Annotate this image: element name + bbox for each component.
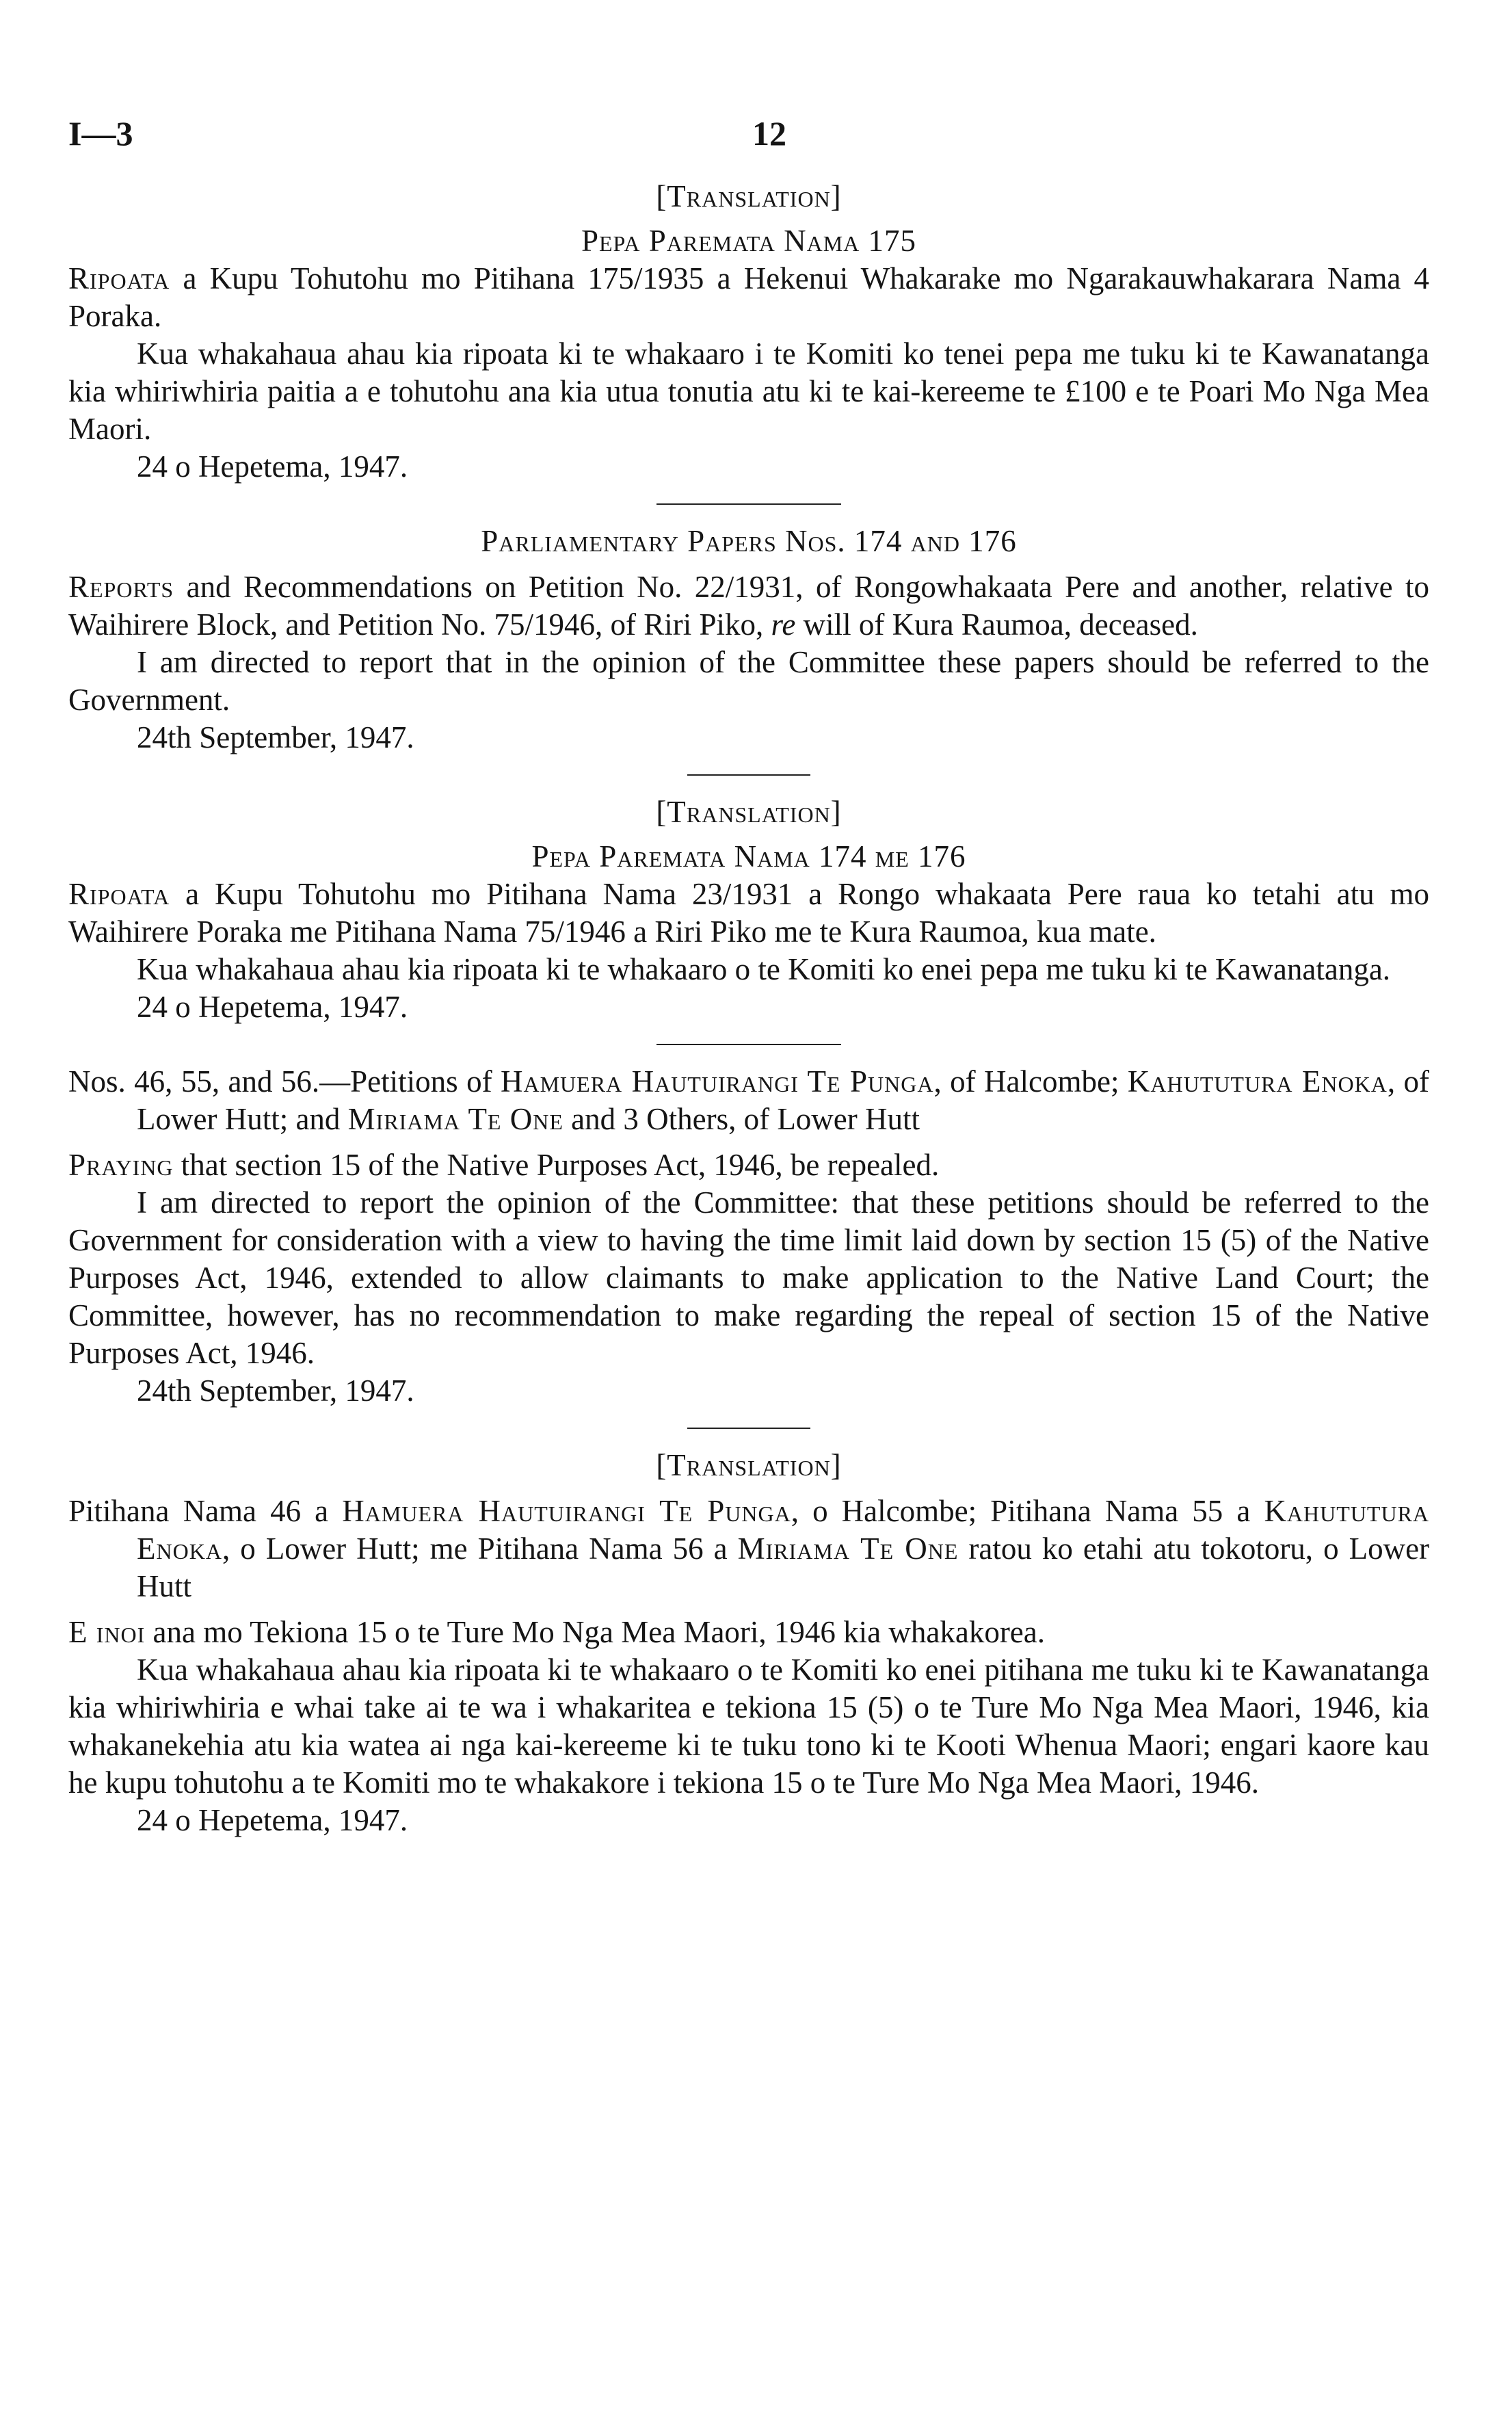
title-text: and 3 Others, of Lower Hutt [571, 1102, 920, 1136]
translation-label: [Translation] [656, 179, 842, 213]
title-text: Nos. 46, 55, and 56.—Petitions of [68, 1064, 492, 1099]
title-text: , o Lower Hutt; me Pitihana Nama 56 a [222, 1532, 728, 1566]
section-date: 24 o Hepetema, 1947. [137, 990, 408, 1024]
title-text: , o Halcombe; Pitihana Nama 55 a [791, 1494, 1251, 1528]
section-body: I am directed to report that in the opinion of the Committee these papers should be referred to the Government. [68, 645, 1429, 717]
section-lead [68, 1146, 1429, 1184]
divider-rule [687, 1428, 810, 1429]
section-papers-174-176 [68, 523, 1429, 757]
section-date: 24th September, 1947. [137, 1374, 414, 1408]
section-heading: Pepa Paremata Nama 174 me 176 [531, 839, 966, 873]
lead-text: and Recommendations on Petition No. 22/1931, of Rongowhakaata Pere and another, relative to Waihirere Block, and Petition No. 75/1946, of Riri Piko, [68, 570, 1429, 642]
petition-title [68, 1493, 1429, 1605]
section-body: Kua whakahaua ahau kia ripoata ki te whakaaro o te Komiti ko enei pepa me tuku ki te Kawanatanga. [137, 952, 1391, 986]
lead-text: ana mo Tekiona 15 o te Ture Mo Nga Mea Maori, 1946 kia whakakorea. [152, 1615, 1046, 1649]
petitioner-name: Kahututura Enoka [137, 1494, 1430, 1566]
section-lead [68, 260, 1429, 335]
title-text: Pitihana Nama 46 a [68, 1494, 329, 1528]
section-lead [68, 876, 1429, 951]
section-translation-petitions [68, 1447, 1429, 1839]
lead-word: Praying [68, 1148, 174, 1182]
petitioner-name: Hamuera Hautuirangi Te Punga [501, 1064, 934, 1099]
lead-italic: re [771, 607, 796, 642]
lead-word: Reports [68, 570, 174, 604]
divider-rule [656, 1044, 841, 1045]
petitioner-name: Miriama Te One [347, 1102, 563, 1136]
title-text: , of Lower Hutt; and [137, 1064, 1429, 1136]
section-heading: Pepa Paremata Nama 175 [581, 224, 917, 258]
lead-text: that section 15 of the Native Purposes Act, 1946, be repealed. [181, 1148, 940, 1182]
section-body: Kua whakahaua ahau kia ripoata ki te whakaaro o te Komiti ko enei pitihana me tuku ki te Kawanatanga kia whiriwhiria e whai take ai te wa i whakaritea e tekiona 15 (5) o te Ture Mo Nga Mea Maori, 1946, kia whakanekehia atu kia watea ai nga kai-kereeme ki te tuku tono ki te Kooti Whenua Maori; engari kaore kau he kupu tohutohu a te Komiti mo te whakakore i tekiona 15 o te Ture Mo Nga Mea Maori, 1946. [68, 1653, 1429, 1800]
running-head [68, 103, 1429, 178]
petitioner-name: Kahututura Enoka [1127, 1064, 1388, 1099]
lead-word: Ripoata [68, 261, 170, 295]
section-body: I am directed to report the opinion of the Committee: that these petitions should be referred to the Government for consideration with a view to having the time limit laid down by section 15 (5) of the Native Purposes Act, 1946, extended to allow claimants to make application to the Native Land Court; the Committee, however, has no recommendation to make regarding the repeal of section 15 of the Native Purposes Act, 1946. [68, 1185, 1429, 1370]
divider-rule [687, 774, 810, 776]
lead-text: a Kupu Tohutohu mo Pitihana 175/1935 a Hekenui Whakarake mo Ngarakauwhakarara Nama 4 Poraka. [68, 261, 1429, 333]
translation-label: [Translation] [656, 1448, 842, 1482]
section-lead [68, 568, 1429, 644]
page-number: 12 [752, 114, 786, 153]
title-text: , of Halcombe; [933, 1064, 1119, 1099]
section-translation-175 [68, 178, 1429, 486]
lead-word: E inoi [68, 1615, 146, 1649]
divider-rule [656, 503, 841, 505]
section-lead [68, 1614, 1429, 1651]
lead-text-end: will of Kura Raumoa, deceased. [803, 607, 1198, 642]
section-date: 24th September, 1947. [137, 720, 414, 754]
section-petitions-46-55-56 [68, 1063, 1429, 1410]
petition-title [68, 1063, 1429, 1138]
petitioner-name: Miriama Te One [737, 1532, 959, 1566]
lead-text: a Kupu Tohutohu mo Pitihana Nama 23/1931 a Rongo whakaata Pere raua ko tetahi atu mo Waihirere Poraka me Pitihana Nama 75/1946 a Riri Piko me te Kura Raumoa, kua mate. [68, 877, 1430, 949]
section-body: Kua whakahaua ahau kia ripoata ki te whakaaro i te Komiti ko tenei pepa me tuku ki te Kawanatanga kia whiriwhiria paitia a e tohutohu ana kia utua tonutia atu ki te kai-kereeme te £100 e te Poari Mo Nga Mea Maori. [68, 337, 1429, 446]
document-page [68, 103, 1429, 1839]
section-date: 24 o Hepetema, 1947. [137, 449, 408, 484]
translation-label: [Translation] [656, 795, 842, 829]
section-heading: Parliamentary Papers Nos. 174 and 176 [481, 524, 1017, 558]
section-date: 24 o Hepetema, 1947. [137, 1803, 408, 1837]
page-reference: I—3 [68, 114, 133, 153]
section-translation-174-176 [68, 793, 1429, 1026]
title-text: ratou ko etahi atu tokotoru, o Lower Hutt [137, 1532, 1430, 1603]
petitioner-name: Hamuera Hautuirangi Te Punga [342, 1494, 791, 1528]
lead-word: Ripoata [68, 877, 170, 911]
